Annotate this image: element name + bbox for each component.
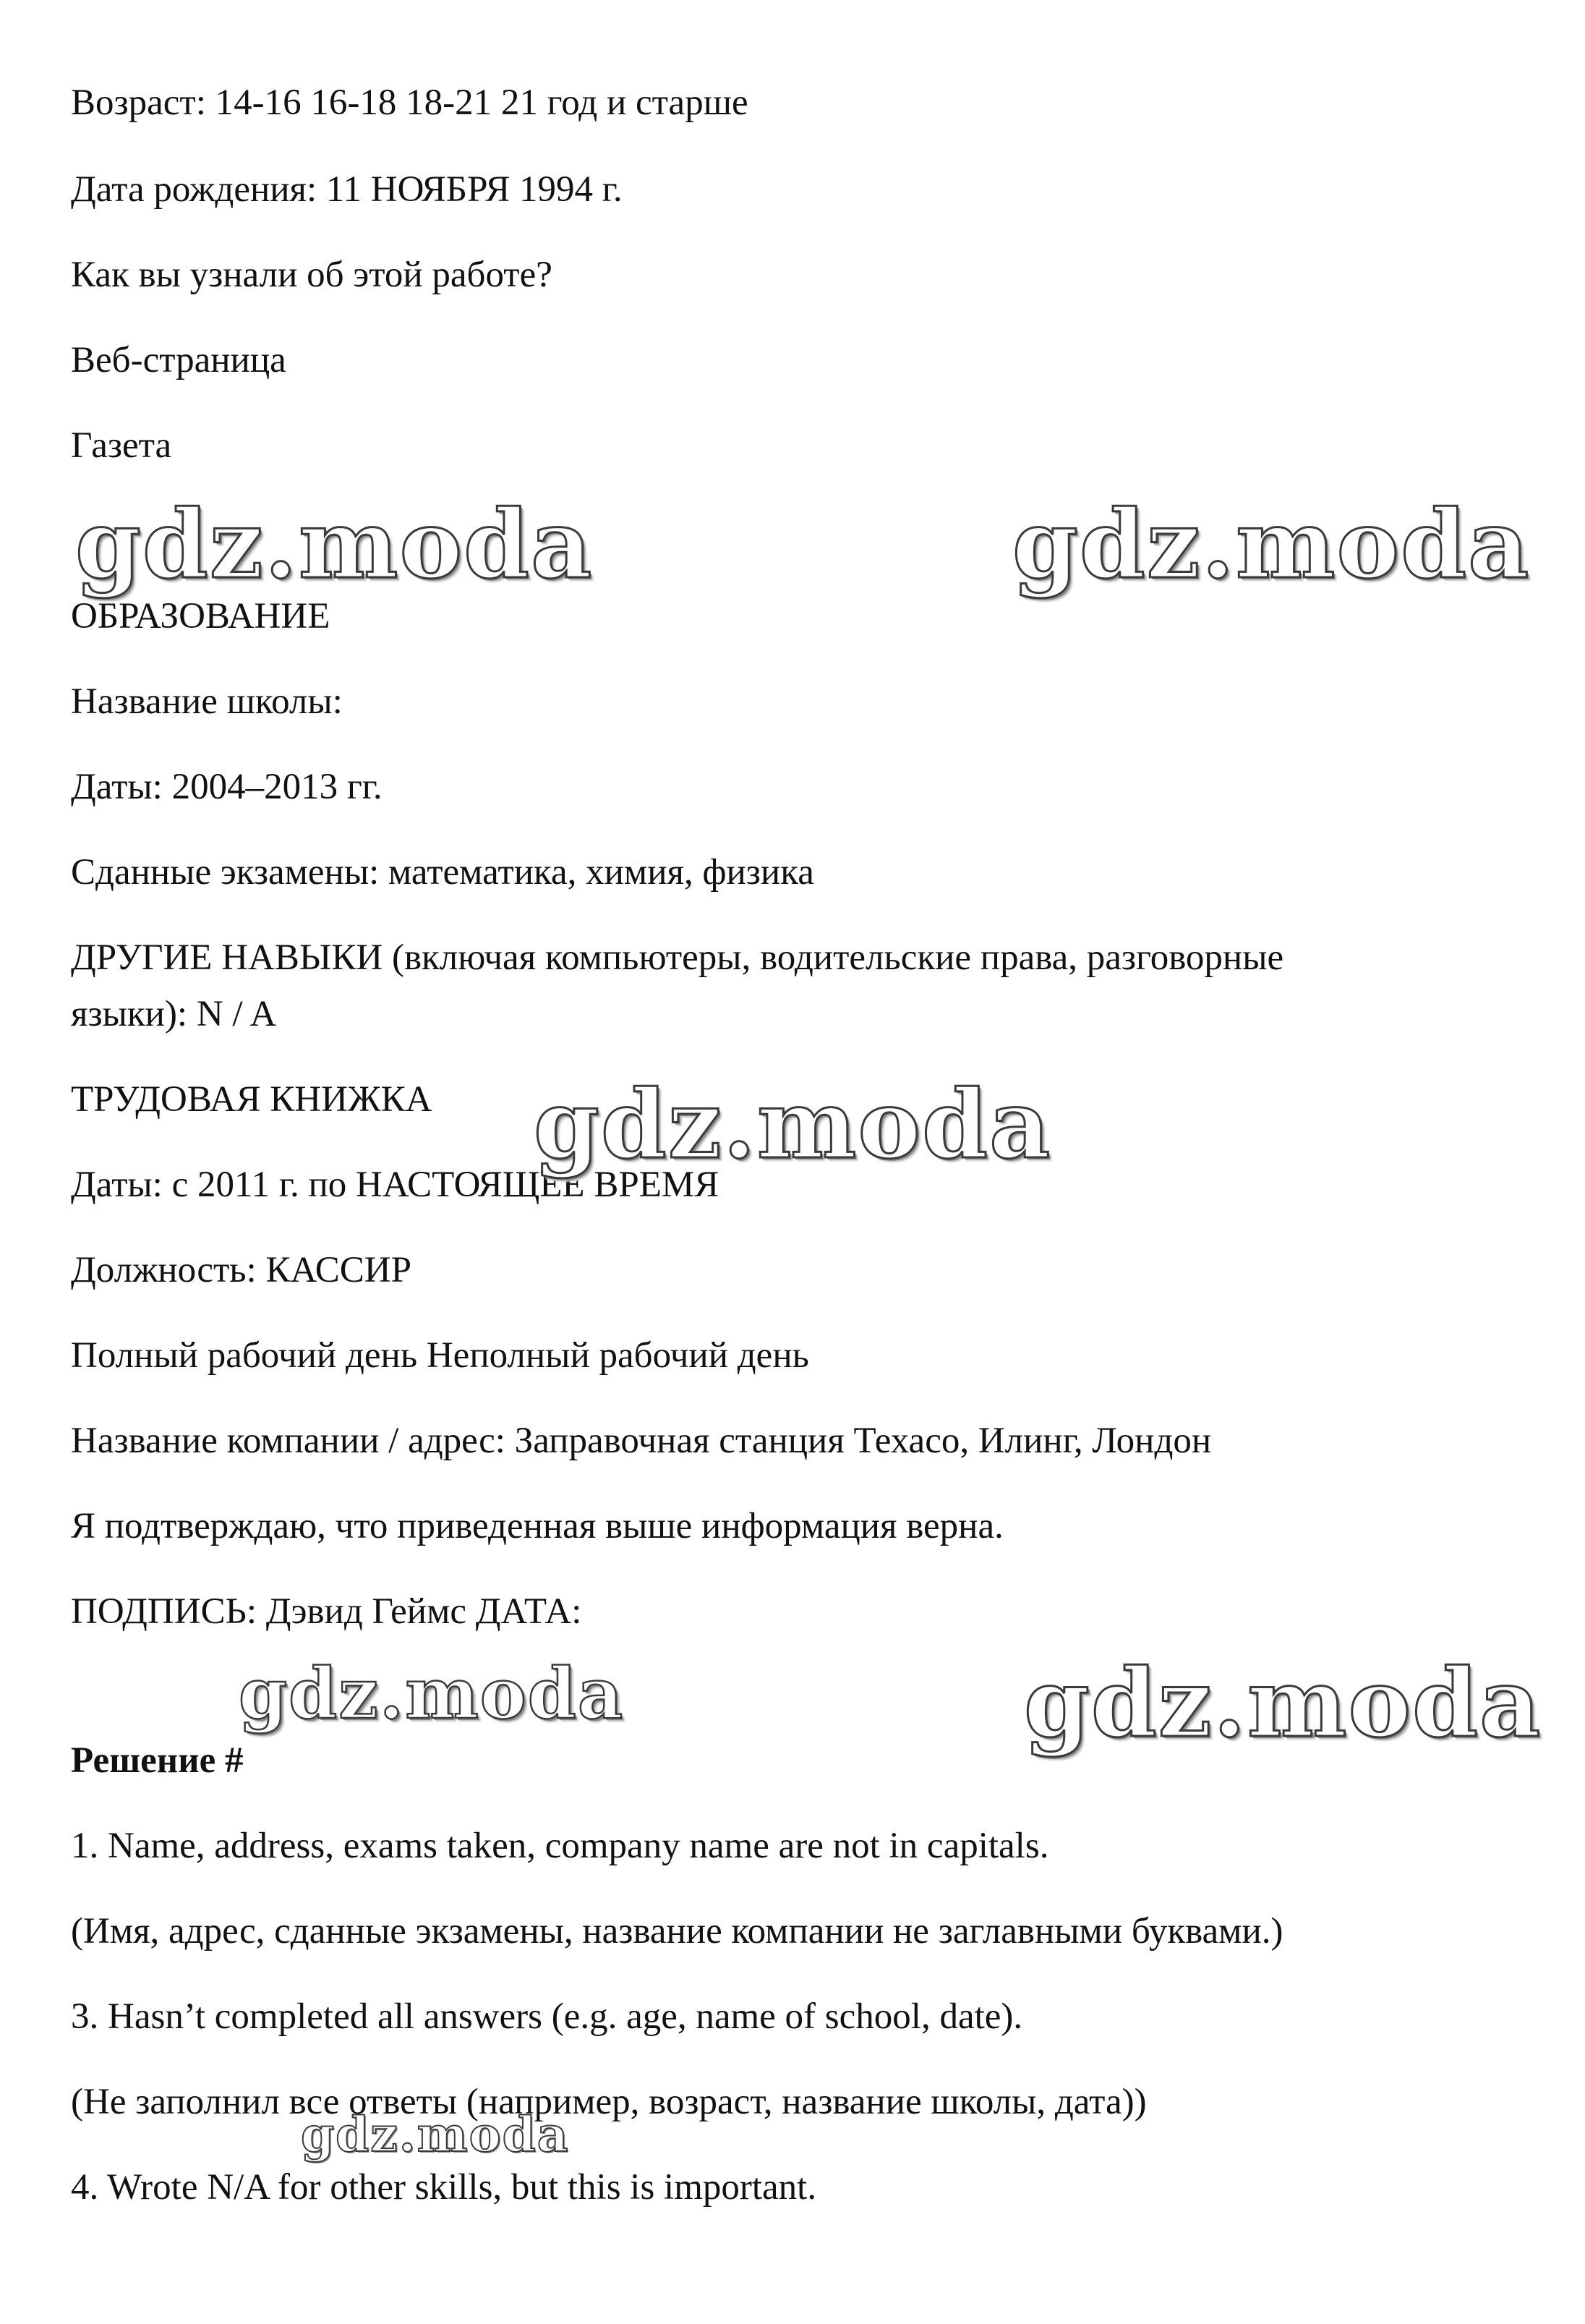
confirmation-line: Я подтверждаю, что приведенная выше информация верна. [71,1506,1004,1546]
watermark-logo: gdz.moda [534,1069,1052,1180]
watermark-logo: gdz.moda [1012,489,1531,600]
other-skills-line-1: ДРУГИЕ НАВЫКИ (включая компьютеры, водительские права, разговорные [71,937,1284,978]
school-dates-line: Даты: 2004–2013 гг. [71,767,383,807]
position-line: Должность: КАССИР [71,1250,412,1290]
source-web-option: Веб-страница [71,340,286,380]
how-heard-question: Как вы узнали об этой работе? [71,255,552,295]
source-newspaper-option: Газета [71,425,172,466]
solution-heading: Решение # [71,1740,244,1781]
solution-item-3-ru: (Не заполнил все ответы (например, возраст, название школы, дата)) [71,2082,1147,2122]
watermark-logo: gdz.moda [301,2106,570,2163]
watermark-logo: gdz.moda [1024,1648,1542,1758]
work-heading: ТРУДОВАЯ КНИЖКА [71,1079,432,1120]
watermark-logo: gdz.moda [75,489,594,600]
watermark-logo: gdz.moda [239,1653,625,1735]
solution-item-1-en: 1. Name, address, exams taken, company name are not in capitals. [71,1826,1049,1866]
work-type-line: Полный рабочий день Неполный рабочий день [71,1335,809,1376]
education-heading: ОБРАЗОВАНИЕ [71,596,330,637]
birth-date-line: Дата рождения: 11 НОЯБРЯ 1994 г. [71,169,623,210]
school-name-line: Название школы: [71,681,343,722]
solution-item-3-en: 3. Hasn’t completed all answers (e.g. age, name of school, date). [71,1996,1023,2037]
solution-item-4-en: 4. Wrote N/A for other skills, but this is important. [71,2167,817,2208]
company-line: Название компании / адрес: Заправочная станция Техасо, Илинг, Лондон [71,1421,1212,1461]
signature-line: ПОДПИСЬ: Дэвид Геймс ДАТА: [71,1591,582,1632]
other-skills-line-2: языки): N / A [71,994,277,1034]
solution-item-1-ru: (Имя, адрес, сданные экзамены, название компании не заглавными буквами.) [71,1911,1283,1951]
work-dates-line: Даты: с 2011 г. по НАСТОЯЩЕЕ ВРЕМЯ [71,1165,719,1205]
age-line: Возраст: 14-16 16-18 18-21 21 год и старше [71,82,748,123]
exams-line: Сданные экзамены: математика, химия, физика [71,852,814,893]
